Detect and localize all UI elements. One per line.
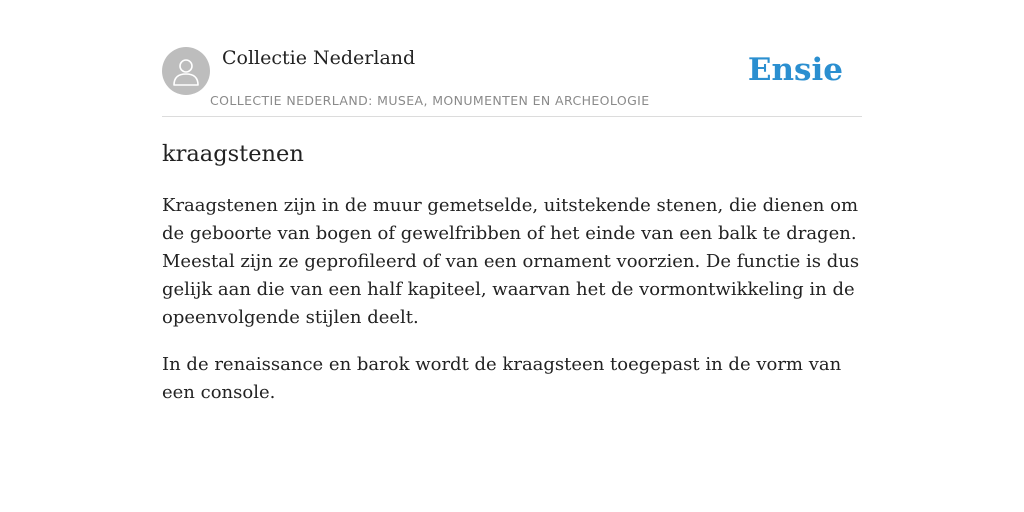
page-header [162, 46, 862, 117]
entry-paragraph: In de renaissance en barok wordt de kraagsteen toegepast in de vorm van een console. [162, 354, 842, 403]
entry-paragraph: Kraagstenen zijn in de muur gemetselde, uitstekende stenen, die dienen om de geboorte van bogen of gewelfribben of het einde van een balk te dragen. Meestal zijn ze geprofileerd of van een ornament voorzien. De functie is dus gelijk aan die van een half kapiteel, waarvan het de vormontwikkeling in de opeenvolgende stijlen deelt. [162, 195, 860, 328]
author-name[interactable]: Collectie Nederland [222, 47, 416, 69]
entry-title: kraagstenen [162, 141, 304, 167]
author-avatar[interactable] [162, 47, 210, 95]
source-label[interactable]: COLLECTIE NEDERLAND: MUSEA, MONUMENTEN EN ARCHEOLOGIE [210, 93, 650, 108]
ensie-logo[interactable]: Ensie [747, 52, 843, 88]
entry-content [162, 138, 864, 407]
user-placeholder-icon [162, 47, 210, 95]
